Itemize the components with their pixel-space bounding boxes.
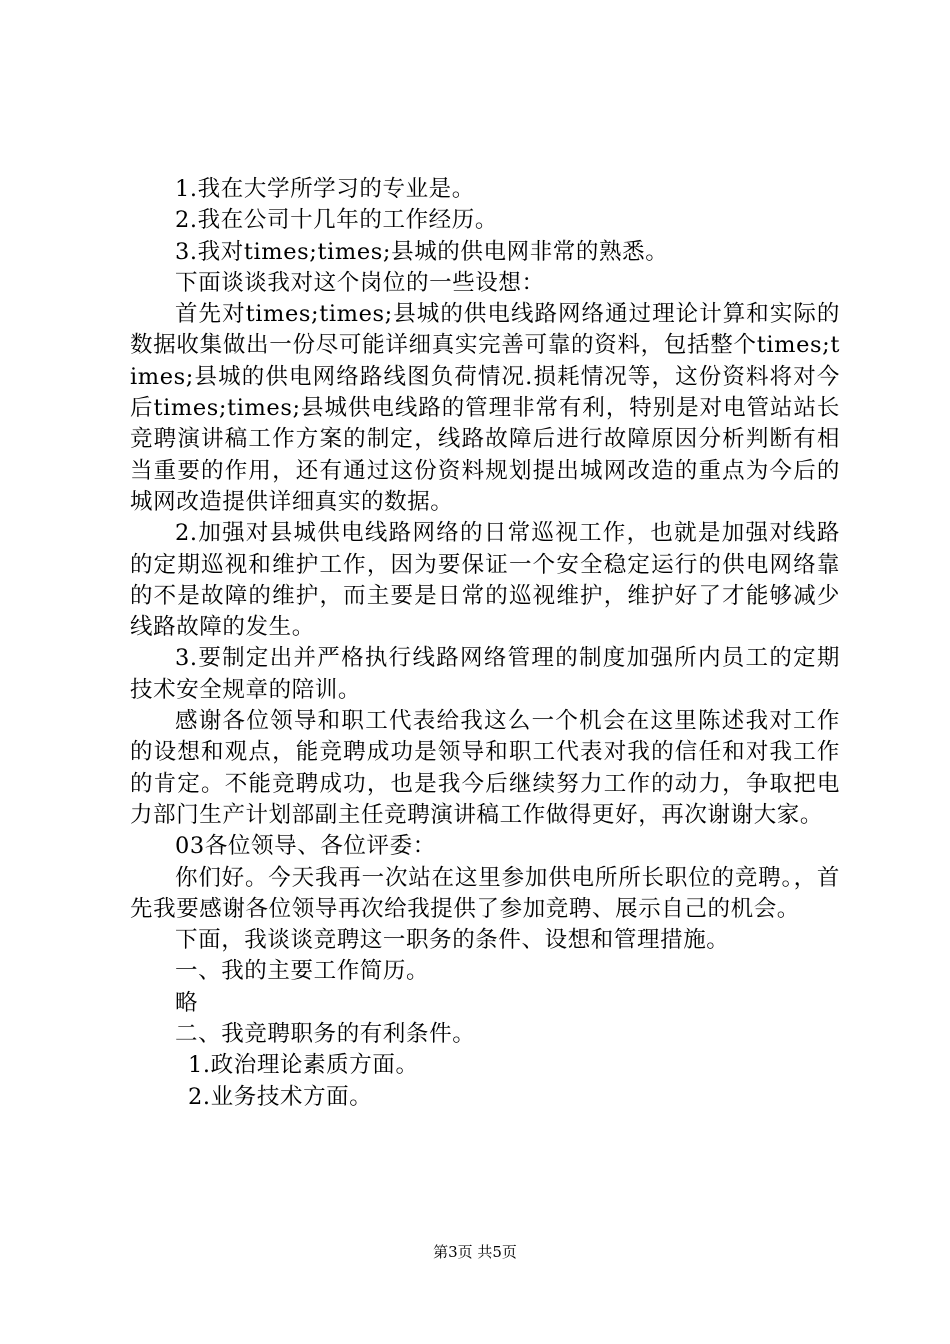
paragraph: 3.我对times;times;县城的供电网非常的熟悉。	[175, 238, 669, 265]
paragraph: 一、我的主要工作简历。	[175, 958, 430, 985]
paragraph: 2.我在公司十几年的工作经历。	[175, 207, 498, 234]
page-footer: 第3页 共5页	[433, 1243, 517, 1261]
document-body	[130, 174, 840, 1113]
paragraph: 首先对times;times;县城的供电线路网络通过理论计算和实际的数据收集做出一份尽可能详细真实完善可靠的资料，包括整个times;times;县城的供电网络路线图负荷情况.损耗情况等，这份资料将对今后times;times;县城供电线路的管理非常有利，特别是对电管站站长竞聘演讲稿工作方案的制定，线路故障后进行故障原因分析判断有相当重要的作用，还有通过这份资料规划提出城网改造的重点为今后的城网改造提供详细真实的数据。	[130, 301, 840, 515]
paragraph: 1.政治理论素质方面。	[188, 1052, 419, 1079]
paragraph: 2.加强对县城供电线路网络的日常巡视工作，也就是加强对线路的定期巡视和维护工作，因为要保证一个安全稳定运行的供电网络靠的不是故障的维护，而主要是日常的巡视维护，维护好了才能够减少线路故障的发生。	[130, 520, 840, 641]
paragraph: 略	[175, 989, 199, 1016]
paragraph: 下面，我谈谈竞聘这一职务的条件、设想和管理措施。	[175, 927, 730, 954]
paragraph: 下面谈谈我对这个岗位的一些设想：	[175, 269, 545, 296]
paragraph: 二、我竞聘职务的有利条件。	[175, 1021, 476, 1048]
paragraph: 1.我在大学所学习的专业是。	[175, 176, 475, 202]
paragraph: 3.要制定出并严格执行线路网络管理的制度加强所内员工的定期技术安全规章的陪训。	[130, 645, 840, 703]
paragraph: 03各位领导、各位评委：	[175, 833, 436, 860]
paragraph: 你们好。今天我再一次站在这里参加供电所所长职位的竞聘。，首先我要感谢各位领导再次给我提供了参加竞聘、展示自己的机会。	[130, 864, 840, 922]
paragraph: 感谢各位领导和职工代表给我这么一个机会在这里陈述我对工作的设想和观点，能竞聘成功是领导和职工代表对我的信任和对我工作的肯定。不能竞聘成功，也是我今后继续努力工作的动力，争取把电力部门生产计划部副主任竞聘演讲稿工作做得更好，再次谢谢大家。	[130, 708, 840, 828]
paragraph: 2.业务技术方面。	[188, 1083, 373, 1110]
